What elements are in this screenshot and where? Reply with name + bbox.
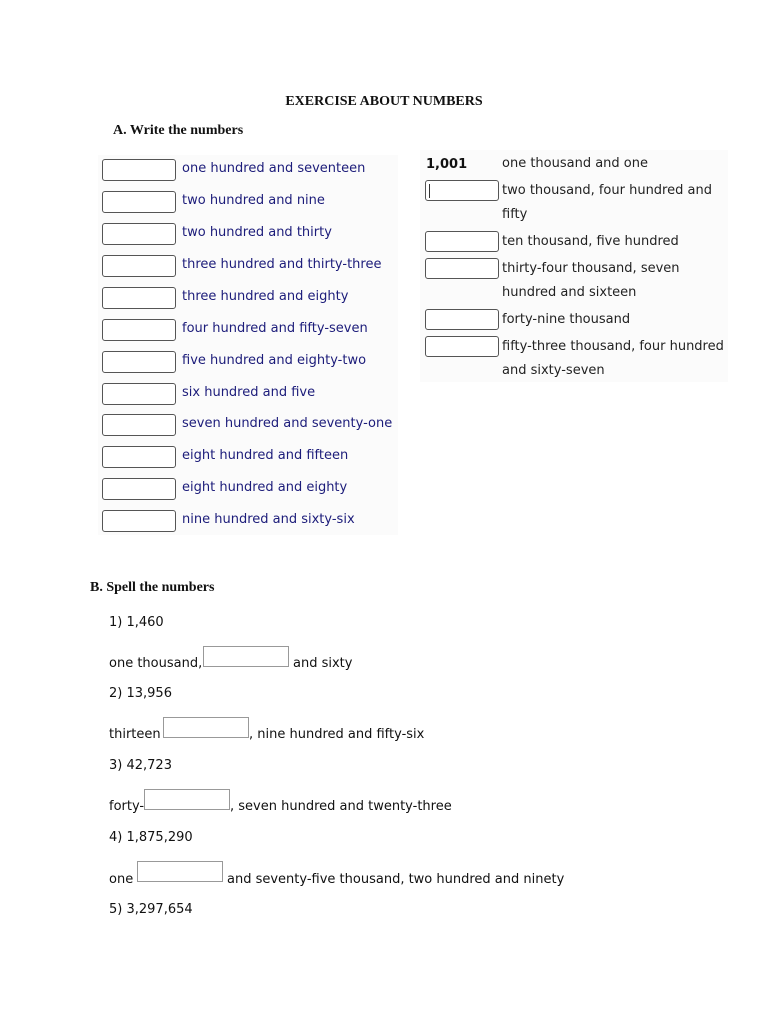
answer-input[interactable] [102,478,176,500]
number-words: nine hundred and sixty-six [182,512,355,527]
prompt-after: and sixty [293,656,353,671]
number-words-continued: and sixty-seven [502,363,605,378]
number-words: three hundred and eighty [182,289,349,304]
question-number: 2) 13,956 [109,686,172,701]
number-words: four hundred and fifty-seven [182,321,368,336]
answer-input[interactable] [425,231,499,252]
answer-input[interactable] [102,383,176,405]
page-title: EXERCISE ABOUT NUMBERS [285,94,483,109]
answer-input[interactable] [102,510,176,532]
answer-input[interactable] [425,309,499,330]
number-words: ten thousand, five hundred [502,234,679,249]
answer-input[interactable] [203,646,289,667]
number-words: seven hundred and seventy-one [182,416,393,431]
number-words: five hundred and eighty-two [182,353,367,368]
prompt-after: and seventy-five thousand, two hundred and ninety [227,872,565,887]
number-words: six hundred and five [182,385,316,400]
prompt-after: , nine hundred and fifty-six [249,727,425,742]
number-words-continued: hundred and sixteen [502,285,637,300]
prompt-before: forty- [109,799,145,814]
answer-input[interactable] [102,191,176,213]
number-words: two hundred and nine [182,193,325,208]
number-words: thirty-four thousand, seven [502,261,680,276]
number-words: two hundred and thirty [182,225,332,240]
answer-input[interactable] [102,159,176,181]
prompt-before: one thousand, [109,656,203,671]
prompt-before: one [109,872,134,887]
number-words: eight hundred and eighty [182,480,348,495]
number-words: two thousand, four hundred and [502,183,712,198]
section-b-heading: B. Spell the numbers [90,580,215,595]
number-words: one hundred and seventeen [182,161,366,176]
text-cursor [429,184,430,198]
question-number: 5) 3,297,654 [109,902,193,917]
answer-input[interactable] [102,446,176,468]
prompt-after: , seven hundred and twenty-three [230,799,452,814]
question-number: 1) 1,460 [109,615,164,630]
answer-input[interactable] [102,319,176,341]
answer-input[interactable] [102,223,176,245]
number-words-continued: fifty [502,207,528,222]
answer-input[interactable] [102,351,176,373]
prompt-before: thirteen [109,727,161,742]
answer-input[interactable] [137,861,223,882]
number-words: fifty-three thousand, four hundred [502,339,724,354]
answer-input[interactable] [102,255,176,277]
answer-input[interactable] [425,258,499,279]
example-words: one thousand and one [502,156,648,171]
answer-input[interactable] [144,789,230,810]
example-number: 1,001 [426,157,468,172]
answer-input[interactable] [163,717,249,738]
number-words: eight hundred and fifteen [182,448,349,463]
number-words: three hundred and thirty-three [182,257,382,272]
answer-input[interactable] [102,287,176,309]
question-number: 4) 1,875,290 [109,830,193,845]
section-a-heading: A. Write the numbers [113,123,244,138]
answer-input[interactable] [425,180,499,201]
number-words: forty-nine thousand [502,312,631,327]
answer-input[interactable] [425,336,499,357]
question-number: 3) 42,723 [109,758,172,773]
answer-input[interactable] [102,414,176,436]
